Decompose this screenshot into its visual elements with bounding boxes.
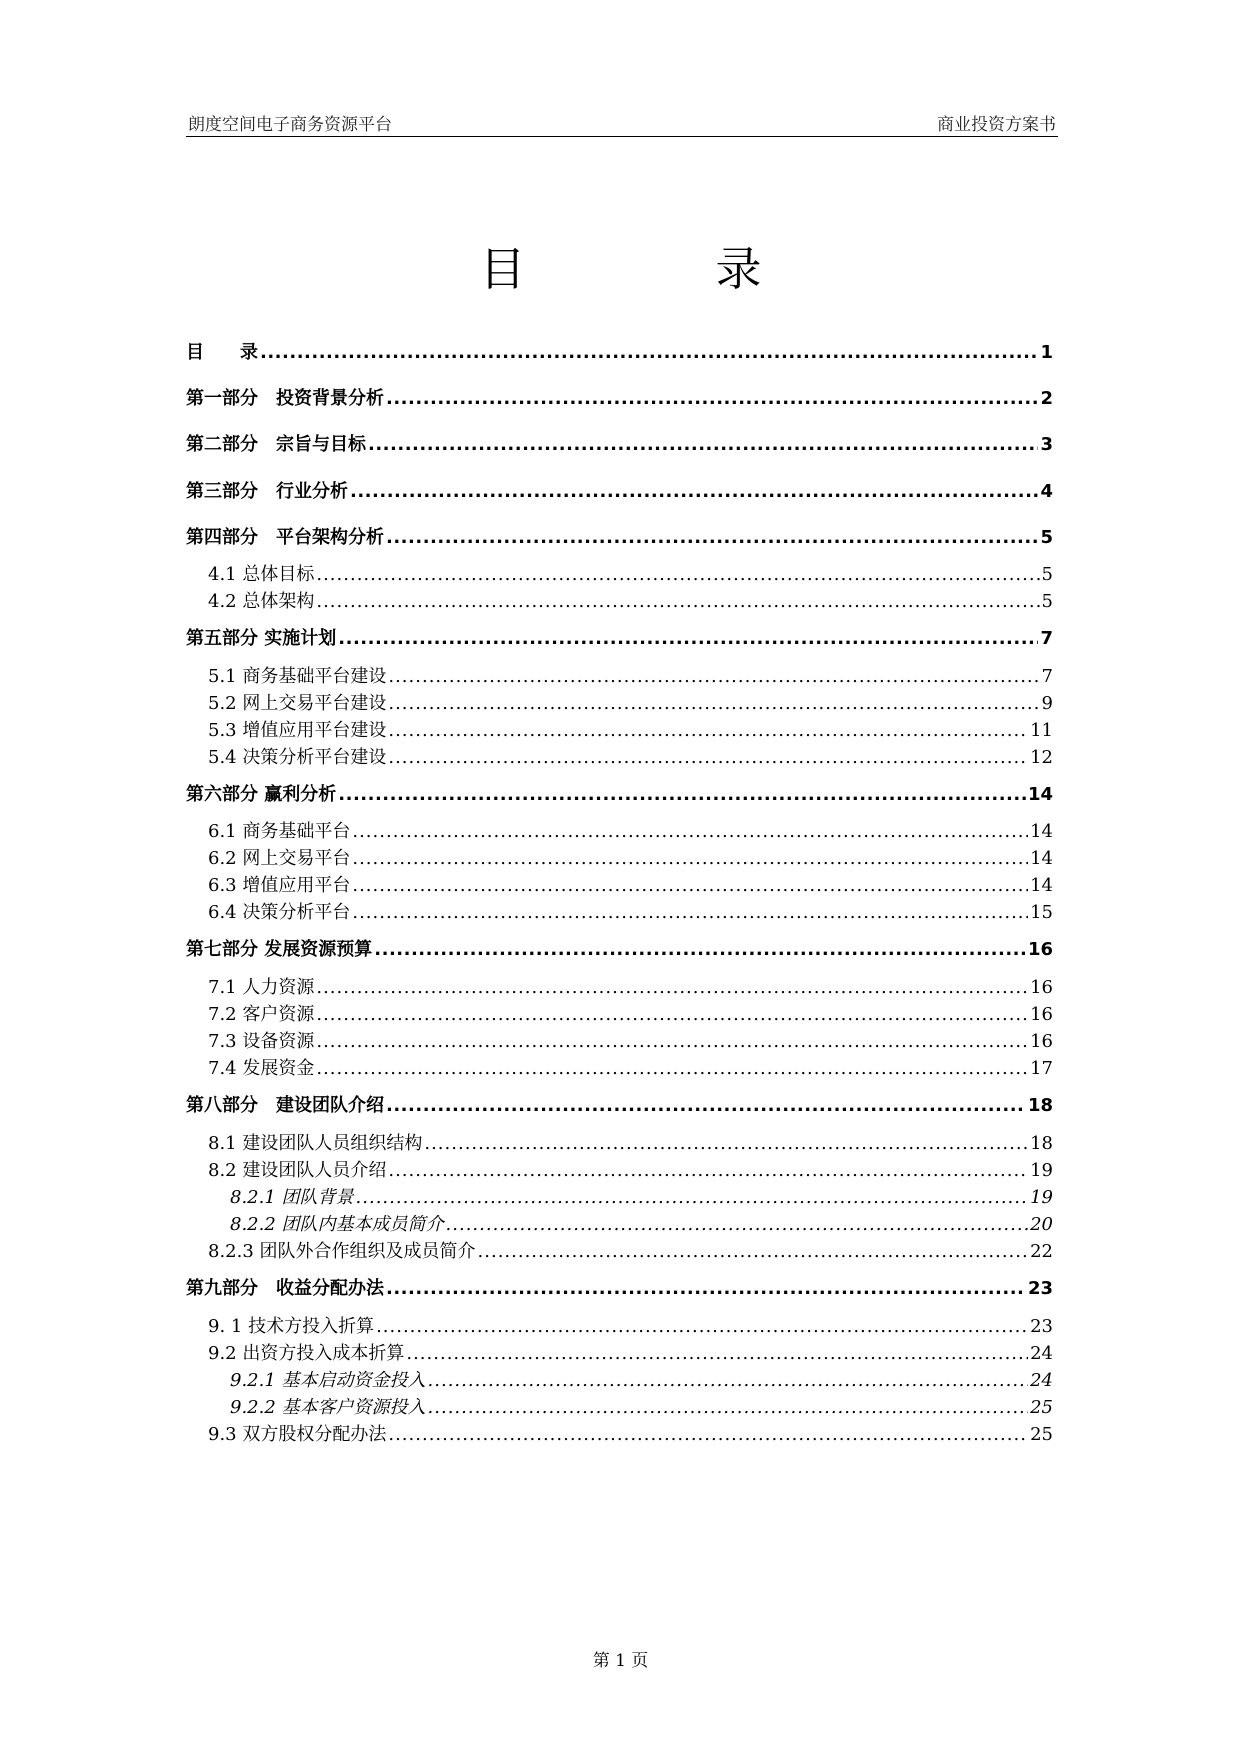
toc-leader-dots bbox=[386, 1278, 1026, 1299]
toc-entry-label: 9.2.1 基本启动资金投入 bbox=[230, 1370, 426, 1391]
toc-entry-label: 9.3 双方股权分配办法 bbox=[208, 1424, 387, 1445]
toc-entry-page: 16 bbox=[1027, 939, 1053, 960]
toc-entry-page: 24 bbox=[1030, 1343, 1053, 1364]
toc-entry[interactable] bbox=[186, 973, 1053, 999]
toc-entry[interactable] bbox=[186, 1237, 1053, 1263]
toc-entry[interactable] bbox=[186, 430, 1053, 456]
toc-entry-label: 第四部分 平台架构分析 bbox=[186, 527, 384, 548]
toc-leader-dots bbox=[352, 875, 1028, 896]
toc-entry-label: 第一部分 投资背景分析 bbox=[186, 388, 384, 409]
toc-entry[interactable] bbox=[186, 1183, 1053, 1209]
toc-entry-label: 第五部分 实施计划 bbox=[186, 628, 337, 649]
toc-entry[interactable] bbox=[186, 624, 1053, 650]
header-left-text: 朗度空间电子商务资源平台 bbox=[188, 115, 392, 135]
toc-entry-label: 7.1 人力资源 bbox=[208, 977, 315, 998]
page-number: 第 1 页 bbox=[592, 1651, 649, 1671]
toc-entry[interactable] bbox=[186, 898, 1053, 924]
toc-entry[interactable] bbox=[186, 844, 1053, 870]
toc-entry[interactable] bbox=[186, 1000, 1053, 1026]
toc-entry[interactable] bbox=[186, 1366, 1053, 1392]
toc-entry-label: 7.2 客户资源 bbox=[208, 1004, 315, 1025]
toc-leader-dots bbox=[388, 1424, 1028, 1445]
toc-leader-dots bbox=[352, 902, 1028, 923]
toc-leader-dots bbox=[376, 1316, 1028, 1337]
toc-entry-label: 5.2 网上交易平台建设 bbox=[208, 693, 387, 714]
toc-entry-label: 目 录 bbox=[186, 342, 258, 363]
toc-entry-label: 8.2 建设团队人员介绍 bbox=[208, 1160, 387, 1181]
toc-entry-label: 第九部分 收益分配办法 bbox=[186, 1278, 384, 1299]
toc-entry-page: 12 bbox=[1030, 747, 1053, 768]
toc-entry[interactable] bbox=[186, 1339, 1053, 1365]
toc-entry-page: 14 bbox=[1030, 821, 1053, 842]
toc-leader-dots bbox=[356, 1187, 1029, 1208]
toc-entry-page: 3 bbox=[1040, 434, 1053, 455]
toc-entry-page: 17 bbox=[1030, 1058, 1053, 1079]
toc-entry[interactable] bbox=[186, 1129, 1053, 1155]
toc-leader-dots bbox=[388, 666, 1039, 687]
toc-entry-page: 5 bbox=[1041, 591, 1053, 612]
toc-entry-page: 14 bbox=[1030, 848, 1053, 869]
toc-entry-page: 14 bbox=[1027, 784, 1053, 805]
toc-entry-page: 1 bbox=[1040, 342, 1053, 363]
toc-entry-page: 7 bbox=[1040, 628, 1053, 649]
toc-entry-page: 18 bbox=[1027, 1095, 1053, 1116]
toc-entry-page: 23 bbox=[1027, 1278, 1053, 1299]
page-header bbox=[186, 108, 1058, 137]
toc-entry-page: 25 bbox=[1030, 1424, 1053, 1445]
toc-leader-dots bbox=[316, 591, 1039, 612]
toc-entry-label: 9. 1 技术方投入折算 bbox=[208, 1316, 375, 1337]
header-right-text: 商业投资方案书 bbox=[937, 115, 1056, 135]
toc-entry-page: 23 bbox=[1030, 1316, 1053, 1337]
toc-entry[interactable] bbox=[186, 1054, 1053, 1080]
toc-entry[interactable] bbox=[186, 1156, 1053, 1182]
toc-entry[interactable] bbox=[186, 523, 1053, 549]
toc-entry-label: 第七部分 发展资源预算 bbox=[186, 939, 373, 960]
toc-entry-page: 14 bbox=[1030, 875, 1053, 896]
toc-leader-dots bbox=[350, 481, 1038, 502]
toc-leader-dots bbox=[368, 434, 1038, 455]
toc-entry-page: 16 bbox=[1030, 1031, 1053, 1052]
toc-leader-dots bbox=[388, 1160, 1028, 1181]
toc-entry[interactable] bbox=[186, 587, 1053, 613]
toc-entry-label: 7.4 发展资金 bbox=[208, 1058, 315, 1079]
toc-leader-dots bbox=[388, 720, 1028, 741]
toc-entry-label: 5.4 决策分析平台建设 bbox=[208, 747, 387, 768]
toc-entry[interactable] bbox=[186, 1393, 1053, 1419]
toc-entry-label: 4.2 总体架构 bbox=[208, 591, 315, 612]
toc-leader-dots bbox=[260, 342, 1038, 363]
toc-entry[interactable] bbox=[186, 743, 1053, 769]
toc-entry-page: 25 bbox=[1030, 1397, 1053, 1418]
toc-entry[interactable] bbox=[186, 1091, 1053, 1117]
toc-entry[interactable] bbox=[186, 1312, 1053, 1338]
toc-entry[interactable] bbox=[186, 1420, 1053, 1446]
toc-entry-label: 9.2.2 基本客户资源投入 bbox=[230, 1397, 426, 1418]
toc-entry-label: 8.2.1 团队背景 bbox=[230, 1187, 354, 1208]
toc-entry-page: 22 bbox=[1030, 1241, 1053, 1262]
toc-leader-dots bbox=[316, 564, 1039, 585]
toc-leader-dots bbox=[352, 821, 1028, 842]
toc-entry-page: 5 bbox=[1041, 564, 1053, 585]
toc-entry-label: 7.3 设备资源 bbox=[208, 1031, 315, 1052]
toc-leader-dots bbox=[386, 1095, 1026, 1116]
toc-entry-label: 8.2.2 团队内基本成员简介 bbox=[230, 1214, 444, 1235]
toc-entry[interactable] bbox=[186, 935, 1053, 961]
toc-entry-label: 6.3 增值应用平台 bbox=[208, 875, 351, 896]
toc-entry-label: 8.2.3 团队外合作组织及成员简介 bbox=[208, 1241, 476, 1262]
toc-entry[interactable] bbox=[186, 716, 1053, 742]
toc-entry-page: 11 bbox=[1030, 720, 1053, 741]
toc-entry-page: 20 bbox=[1030, 1214, 1053, 1235]
toc-entry-label: 8.1 建设团队人员组织结构 bbox=[208, 1133, 423, 1154]
toc-entry-label: 6.2 网上交易平台 bbox=[208, 848, 351, 869]
toc-entry[interactable] bbox=[186, 1210, 1053, 1236]
toc-entry[interactable] bbox=[186, 780, 1053, 806]
toc-entry-page: 4 bbox=[1040, 481, 1053, 502]
toc-entry-label: 第六部分 赢利分析 bbox=[186, 784, 337, 805]
toc-entry-page: 5 bbox=[1040, 527, 1053, 548]
toc-leader-dots bbox=[424, 1133, 1028, 1154]
toc-entry-label: 6.1 商务基础平台 bbox=[208, 821, 351, 842]
toc-leader-dots bbox=[316, 1004, 1028, 1025]
toc-entry[interactable] bbox=[186, 689, 1053, 715]
toc-leader-dots bbox=[446, 1214, 1029, 1235]
toc-entry[interactable] bbox=[186, 817, 1053, 843]
toc-leader-dots bbox=[386, 527, 1038, 548]
toc-leader-dots bbox=[316, 1031, 1028, 1052]
toc-leader-dots bbox=[388, 693, 1039, 714]
toc-entry-page: 19 bbox=[1030, 1160, 1053, 1181]
toc-entry-label: 6.4 决策分析平台 bbox=[208, 902, 351, 923]
toc-leader-dots bbox=[316, 977, 1028, 998]
toc-entry[interactable] bbox=[186, 384, 1053, 410]
toc-entry-page: 24 bbox=[1030, 1370, 1053, 1391]
toc-entry-label: 5.1 商务基础平台建设 bbox=[208, 666, 387, 687]
toc-entry-label: 第三部分 行业分析 bbox=[186, 481, 348, 502]
toc-entry[interactable] bbox=[186, 1274, 1053, 1300]
toc-leader-dots bbox=[338, 628, 1038, 649]
toc-leader-dots bbox=[388, 747, 1028, 768]
toc-entry-label: 5.3 增值应用平台建设 bbox=[208, 720, 387, 741]
toc-leader-dots bbox=[428, 1370, 1029, 1391]
toc-entry-label: 4.1 总体目标 bbox=[208, 564, 315, 585]
toc-entry[interactable] bbox=[186, 662, 1053, 688]
toc-entry-page: 16 bbox=[1030, 1004, 1053, 1025]
toc-leader-dots bbox=[352, 848, 1028, 869]
toc-entry-page: 19 bbox=[1030, 1187, 1053, 1208]
toc-entry-page: 18 bbox=[1030, 1133, 1053, 1154]
toc-entry-page: 2 bbox=[1040, 388, 1053, 409]
toc-leader-dots bbox=[374, 939, 1026, 960]
toc-leader-dots bbox=[316, 1058, 1028, 1079]
toc-entry-label: 第二部分 宗旨与目标 bbox=[186, 434, 366, 455]
toc-entry[interactable] bbox=[186, 338, 1053, 364]
toc-entry-page: 7 bbox=[1041, 666, 1053, 687]
toc-entry-label: 第八部分 建设团队介绍 bbox=[186, 1095, 384, 1116]
toc-leader-dots bbox=[478, 1241, 1029, 1262]
toc-entry[interactable] bbox=[186, 1027, 1053, 1053]
toc-entry-label: 9.2 出资方投入成本折算 bbox=[208, 1343, 405, 1364]
toc-entry[interactable] bbox=[186, 560, 1053, 586]
page-title: 目 录 bbox=[479, 242, 834, 296]
toc-entry[interactable] bbox=[186, 871, 1053, 897]
toc-leader-dots bbox=[338, 784, 1026, 805]
toc-entry-page: 15 bbox=[1030, 902, 1053, 923]
toc-entry[interactable] bbox=[186, 477, 1053, 503]
toc-leader-dots bbox=[428, 1397, 1029, 1418]
toc-entry-page: 9 bbox=[1041, 693, 1053, 714]
toc-leader-dots bbox=[406, 1343, 1028, 1364]
toc-entry-page: 16 bbox=[1030, 977, 1053, 998]
toc-leader-dots bbox=[386, 388, 1038, 409]
